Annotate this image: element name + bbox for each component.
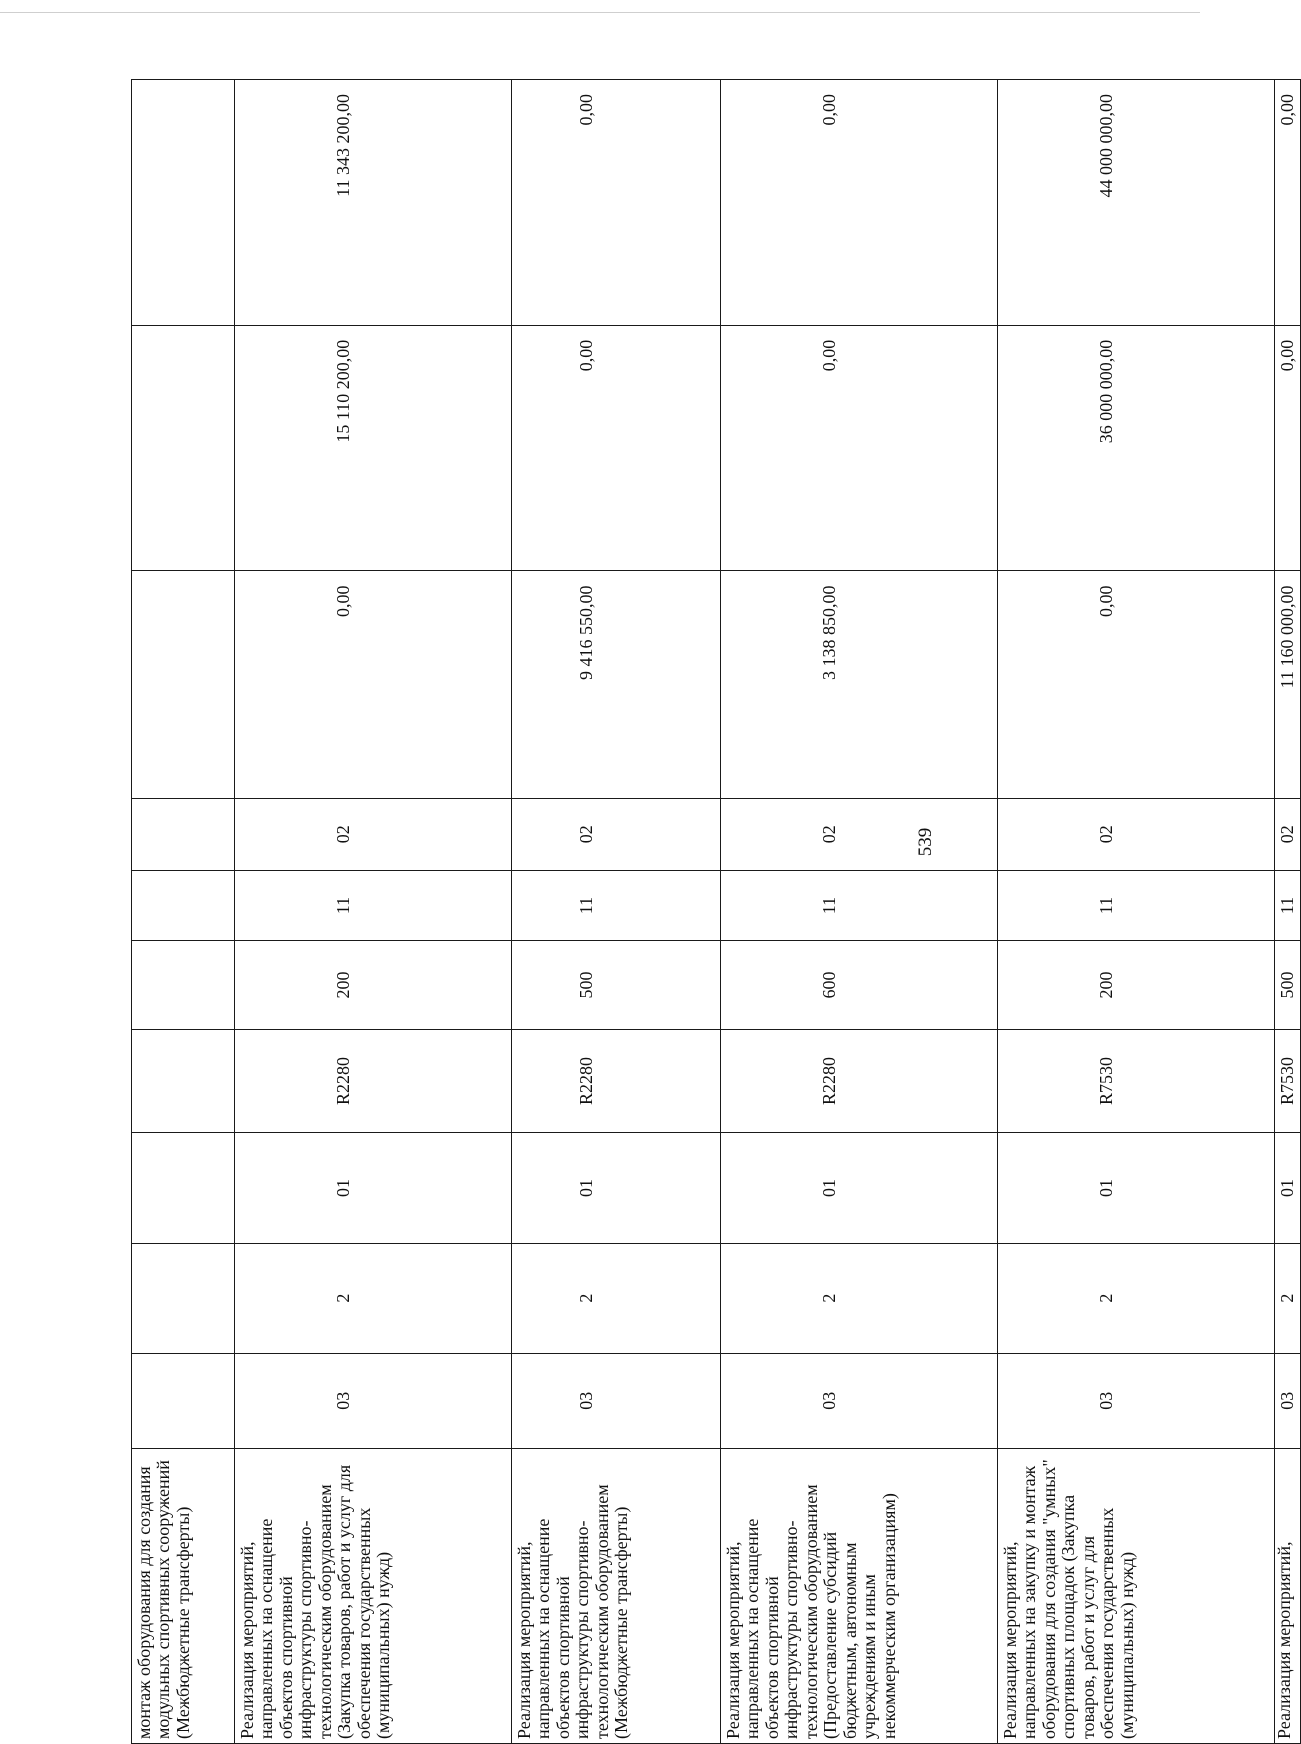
- program-code: 03: [998, 1353, 1275, 1448]
- budget-table: [131, 79, 1301, 1744]
- main-event-code: 01: [235, 1133, 512, 1244]
- program-code: 03: [512, 1353, 721, 1448]
- section-code: 11: [235, 870, 512, 940]
- table-row: [1275, 80, 1301, 1744]
- amount-2: 0,00: [512, 325, 721, 571]
- table-row: [998, 80, 1275, 1744]
- direction-code: R2280: [235, 1029, 512, 1132]
- main-event-code: 01: [512, 1133, 721, 1244]
- expense-type-code: 500: [512, 941, 721, 1030]
- direction-code: [132, 1029, 235, 1132]
- budget-table-rotated: [131, 79, 1297, 1744]
- program-code: [132, 1353, 235, 1448]
- table-row: [235, 80, 512, 1744]
- direction-code: R2280: [512, 1029, 721, 1132]
- amount-1: 3 138 850,00: [721, 571, 998, 798]
- table-row: [132, 80, 235, 1744]
- amount-3: 44 000 000,00: [998, 80, 1275, 326]
- subsection-code: 02: [1275, 798, 1301, 870]
- amount-3: [132, 80, 235, 326]
- expense-type-code: 200: [998, 941, 1275, 1030]
- program-code: 03: [235, 1353, 512, 1448]
- subprogram-code: 2: [235, 1243, 512, 1353]
- amount-2: 15 110 200,00: [235, 325, 512, 571]
- subsection-code: 02: [721, 798, 998, 870]
- row-name: Реализация мероприятий, направленных на оснащение объектов спортивной инфраструктуры спортивно-технологическим оборудованием (Закупка товаров, работ и услуг для обеспечения государственных (муниципальных) нужд): [235, 1448, 512, 1743]
- subprogram-code: 2: [721, 1243, 998, 1353]
- amount-2: [132, 325, 235, 571]
- amount-1: 11 160 000,00: [1275, 571, 1301, 798]
- section-code: 11: [1275, 870, 1301, 940]
- program-code: 03: [1275, 1353, 1301, 1448]
- section-code: 11: [721, 870, 998, 940]
- subsection-code: 02: [998, 798, 1275, 870]
- subsection-code: [132, 798, 235, 870]
- amount-1: 0,00: [235, 571, 512, 798]
- amount-2: 0,00: [721, 325, 998, 571]
- table-row: [721, 80, 998, 1744]
- section-code: 11: [512, 870, 721, 940]
- subprogram-code: 2: [998, 1243, 1275, 1353]
- expense-type-code: 500: [1275, 941, 1301, 1030]
- subprogram-code: 2: [1275, 1243, 1301, 1353]
- amount-1: [132, 571, 235, 798]
- direction-code: R7530: [1275, 1029, 1301, 1132]
- amount-1: 9 416 550,00: [512, 571, 721, 798]
- row-name: Реализация мероприятий,: [1275, 1448, 1301, 1743]
- subprogram-code: 2: [512, 1243, 721, 1353]
- amount-3: 0,00: [1275, 80, 1301, 326]
- row-name: Реализация мероприятий, направленных на оснащение объектов спортивной инфраструктуры спортивно-технологическим оборудованием (Межбюджетные трансферты): [512, 1448, 721, 1743]
- table-row: [512, 80, 721, 1744]
- scan-top-edge: [0, 12, 1200, 13]
- subsection-code: 02: [235, 798, 512, 870]
- subsection-code: 02: [512, 798, 721, 870]
- main-event-code: 01: [721, 1133, 998, 1244]
- main-event-code: 01: [998, 1133, 1275, 1244]
- expense-type-code: [132, 941, 235, 1030]
- page-number: 539: [915, 827, 936, 857]
- main-event-code: 01: [1275, 1133, 1301, 1244]
- expense-type-code: 200: [235, 941, 512, 1030]
- amount-1: 0,00: [998, 571, 1275, 798]
- row-name: Реализация мероприятий, направленных на оснащение объектов спортивной инфраструктуры спортивно-технологическим оборудованием (Предоставление субсидий бюджетным, автономным учреждениям и иным некоммерческим организациям): [721, 1448, 998, 1743]
- amount-2: 36 000 000,00: [998, 325, 1275, 571]
- amount-2: 0,00: [1275, 325, 1301, 571]
- amount-3: 11 343 200,00: [235, 80, 512, 326]
- section-code: 11: [998, 870, 1275, 940]
- program-code: 03: [721, 1353, 998, 1448]
- amount-3: 0,00: [512, 80, 721, 326]
- expense-type-code: 600: [721, 941, 998, 1030]
- section-code: [132, 870, 235, 940]
- row-name: монтаж оборудования для создания модульных спортивных сооружений (Межбюджетные трансферты): [132, 1448, 235, 1743]
- direction-code: R7530: [998, 1029, 1275, 1132]
- subprogram-code: [132, 1243, 235, 1353]
- amount-3: 0,00: [721, 80, 998, 326]
- main-event-code: [132, 1133, 235, 1244]
- direction-code: R2280: [721, 1029, 998, 1132]
- row-name: Реализация мероприятий, направленных на закупку и монтаж оборудования для создания "умных" спортивных площадок (Закупка товаров, работ и услуг для обеспечения государственных (муниципальных) нужд): [998, 1448, 1275, 1743]
